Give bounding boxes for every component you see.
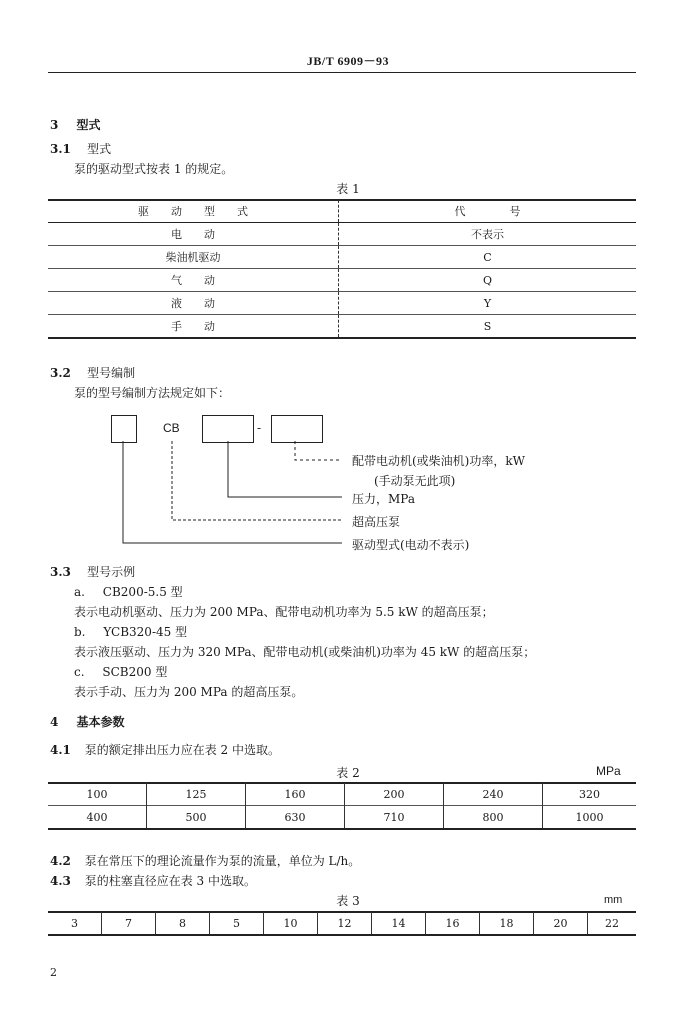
table-cell: 200 [345,783,444,806]
table-cell: 16 [426,912,480,935]
table-1-caption: 表 1 [336,182,360,196]
table-cell: C [483,250,492,264]
paragraph: 泵在常压下的理论流量作为泵的流量，单位为 L/h。 [84,854,361,868]
diagram-label-drive: 驱动型式(电动不表示) [352,538,470,552]
table-2-unit: MPa [596,764,621,778]
section-number: 4 [50,715,59,729]
example-model [74,623,187,640]
diagram-label-pump: 超高压泵 [352,515,401,529]
table-cell: 8 [156,912,210,935]
document-code: JB/T 6909－93 [306,54,390,68]
section-4-heading [50,713,125,730]
table-cell: Y [483,296,492,310]
subsection-4-1 [50,741,280,758]
example-model [74,583,183,600]
section-title: 型式 [76,118,101,132]
subsection-number: 3.3 [50,565,71,579]
table-cell: 100 [48,783,147,806]
paragraph: 泵的驱动型式按表 1 的规定。 [74,162,234,176]
table-3-unit: mm [604,894,623,906]
table-cell: 电 动 [48,223,339,246]
subsection-4-3 [50,872,256,889]
table-cell: 柴油机驱动 [48,246,339,269]
diagram-label-power: 配带电动机(或柴油机)功率，kW [352,454,525,468]
paragraph: 泵的额定排出压力应在表 2 中选取。 [84,743,280,757]
table-cell: 5 [210,912,264,935]
table-cell: 18 [480,912,534,935]
cb-label: CB [163,421,180,435]
page-number: 2 [50,966,57,979]
table-cell: 320 [579,787,600,801]
table-cell: 20 [534,912,588,935]
example-description: 表示液压驱动、压力为 320 MPa、配带电动机(或柴油机)功率为 45 kW 的超高压泵； [74,645,536,659]
table-cell: 气 动 [48,269,339,292]
subsection-3-3-heading [50,563,135,580]
example-model-text: SCB200 型 [102,665,168,679]
example-letter: b. [74,625,86,639]
subsection-number: 4.2 [50,854,71,868]
table-cell: 240 [444,783,543,806]
example-description: 表示手动、压力为 200 MPa 的超高压泵。 [74,685,304,699]
table-2 [48,783,636,830]
table-row [48,806,636,830]
table-2-caption: 表 2 [336,766,360,780]
table-3 [48,912,636,936]
example-model-text: CB200-5.5 型 [102,585,183,599]
section-number: 3 [50,118,59,132]
subsection-number: 3.2 [50,366,71,380]
table-cell: 14 [372,912,426,935]
table-cell: 10 [264,912,318,935]
table-row [48,912,636,935]
example-description: 表示电动机驱动、压力为 200 MPa、配带电动机功率为 5.5 kW 的超高压泵； [74,605,494,619]
table-cell: 710 [345,806,444,830]
example-model-text: YCB320-45 型 [103,625,188,639]
table-cell: 800 [444,806,543,830]
table-header-cell: 驱 动 型 式 [48,200,339,223]
example-model [74,663,167,680]
table-header-cell: 代 号 [454,205,521,218]
diagram-label-power-note: (手动泵无此项) [374,474,456,488]
table-cell: 400 [48,806,147,830]
subsection-4-2 [50,852,360,869]
section-title: 基本参数 [76,715,125,729]
diagram-label-pressure: 压力，MPa [352,492,415,506]
table-cell: 3 [48,912,102,935]
table-cell: 500 [147,806,246,830]
table-cell: 160 [246,783,345,806]
table-cell: 7 [102,912,156,935]
dash-label: - [257,421,262,435]
paragraph: 泵的型号编制方法规定如下： [74,386,231,400]
subsection-title: 型号编制 [87,366,136,380]
table-3-caption: 表 3 [336,894,360,908]
subsection-number: 3.1 [50,142,71,156]
table-cell: S [483,319,492,333]
table-row [48,783,636,806]
subsection-title: 型号示例 [87,565,136,579]
subsection-number: 4.1 [50,743,71,757]
example-letter: c. [74,665,85,679]
table-cell: Q [482,273,493,287]
table-cell: 不表示 [471,228,504,241]
table-cell: 22 [605,916,619,930]
table-cell: 液 动 [48,292,339,315]
example-letter: a. [74,585,85,599]
table-cell: 手 动 [48,315,339,339]
table-cell: 12 [318,912,372,935]
paragraph: 泵的柱塞直径应在表 3 中选取。 [84,874,256,888]
table-cell: 630 [246,806,345,830]
subsection-title: 型式 [87,142,112,156]
subsection-number: 4.3 [50,874,71,888]
table-cell: 1000 [575,810,604,824]
table-cell: 125 [147,783,246,806]
